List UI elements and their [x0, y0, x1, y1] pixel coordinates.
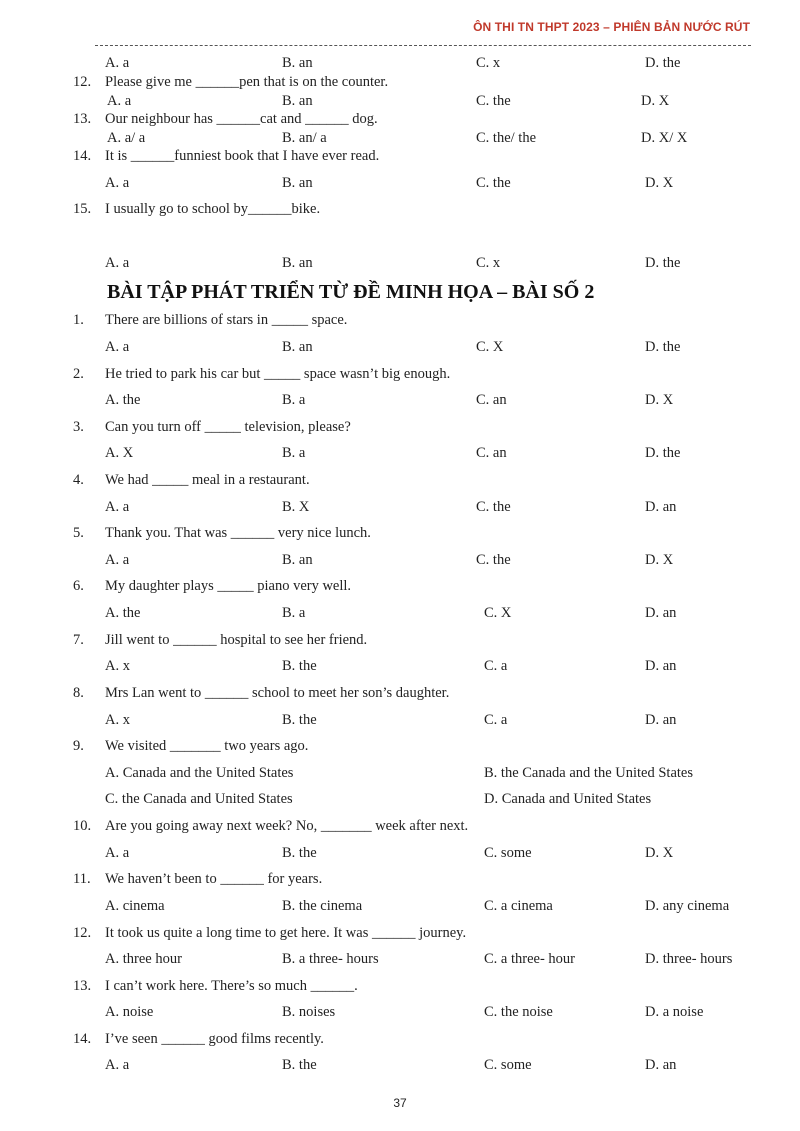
- option-a: A. a: [105, 55, 130, 71]
- option-c: C. some: [484, 1057, 532, 1073]
- option-a: A. a: [105, 1057, 130, 1073]
- question-number: 4.: [73, 472, 84, 488]
- option-b: B. the: [282, 1057, 317, 1073]
- option-b: B. an: [282, 55, 313, 71]
- option-d: D. the: [645, 255, 681, 271]
- question-number: 12.: [73, 74, 92, 90]
- option-a: A. the: [105, 392, 141, 408]
- option-d: D. X: [645, 392, 674, 408]
- option-a: A. x: [105, 712, 130, 728]
- question-text: I usually go to school by______bike.: [105, 201, 321, 217]
- option-c: C. the: [476, 93, 511, 109]
- option-b: B. noises: [282, 1004, 336, 1020]
- option-c: C. an: [476, 445, 507, 461]
- question-text: Can you turn off _____ television, please?: [105, 419, 351, 435]
- question-number: 5.: [73, 525, 84, 541]
- option-c: C. x: [476, 55, 501, 71]
- option-d: D. an: [645, 605, 677, 621]
- question-number: 14.: [73, 148, 92, 164]
- question-text: Mrs Lan went to ______ school to meet her son’s daughter.: [105, 685, 450, 701]
- question-text: We haven’t been to ______ for years.: [105, 871, 323, 887]
- option-c: C. the: [476, 499, 511, 515]
- question-number: 14.: [73, 1031, 92, 1047]
- option-a: A. a: [105, 845, 130, 861]
- option-a: A. cinema: [105, 898, 165, 914]
- option-d: D. X: [645, 552, 674, 568]
- question-text: It took us quite a long time to get here. It was ______ journey.: [105, 925, 467, 941]
- option-a: A. Canada and the United States: [105, 765, 294, 781]
- question-number: 8.: [73, 685, 84, 701]
- option-d: D. an: [645, 1057, 677, 1073]
- option-b: B. the: [282, 658, 317, 674]
- option-d: D. an: [645, 712, 677, 728]
- option-a: A. a: [107, 93, 132, 109]
- option-c: C. X: [476, 339, 504, 355]
- option-c: C. the: [476, 552, 511, 568]
- option-c: C. a three- hour: [484, 951, 575, 967]
- option-a: A. the: [105, 605, 141, 621]
- question-number: 6.: [73, 578, 84, 594]
- option-c: C. the: [476, 175, 511, 191]
- option-d: D. X: [645, 845, 674, 861]
- question-text: There are billions of stars in _____ space.: [105, 312, 348, 328]
- question-text: Thank you. That was ______ very nice lunch.: [105, 525, 371, 541]
- option-a: A. a: [105, 175, 130, 191]
- option-d: D. Canada and United States: [484, 791, 652, 807]
- option-b: B. the: [282, 845, 317, 861]
- option-d: D. three- hours: [645, 951, 733, 967]
- option-b: B. a: [282, 605, 306, 621]
- option-c: C. a: [484, 658, 508, 674]
- option-b: B. the: [282, 712, 317, 728]
- question-number: 12.: [73, 925, 92, 941]
- option-c: C. some: [484, 845, 532, 861]
- option-d: D. an: [645, 499, 677, 515]
- question-text: I can’t work here. There’s so much ______.: [105, 978, 358, 994]
- option-a: A. X: [105, 445, 134, 461]
- option-b: B. the Canada and the United States: [484, 765, 693, 781]
- option-d: D. a noise: [645, 1004, 704, 1020]
- option-a: A. x: [105, 658, 130, 674]
- option-a: A. noise: [105, 1004, 154, 1020]
- question-number: 9.: [73, 738, 84, 754]
- option-b: B. X: [282, 499, 310, 515]
- question-text: It is ______funniest book that I have ever read.: [105, 148, 380, 164]
- option-d: D. X/ X: [641, 130, 688, 146]
- page-number: 37: [393, 1096, 407, 1110]
- question-text: Please give me ______pen that is on the counter.: [105, 74, 389, 90]
- question-number: 13.: [73, 111, 92, 127]
- option-a: A. a: [105, 339, 130, 355]
- option-c: C. a: [484, 712, 508, 728]
- question-number: 7.: [73, 632, 84, 648]
- option-b: B. a: [282, 445, 306, 461]
- option-b: B. a three- hours: [282, 951, 379, 967]
- option-a: A. a: [105, 255, 130, 271]
- question-number: 2.: [73, 366, 84, 382]
- question-text: My daughter plays _____ piano very well.: [105, 578, 352, 594]
- option-c: C. a cinema: [484, 898, 553, 914]
- question-number: 3.: [73, 419, 84, 435]
- option-d: D. any cinema: [645, 898, 730, 914]
- option-b: B. an: [282, 552, 313, 568]
- option-a: A. three hour: [105, 951, 182, 967]
- option-c: C. X: [484, 605, 512, 621]
- option-c: C. an: [476, 392, 507, 408]
- option-d: D. the: [645, 445, 681, 461]
- option-a: A. a: [105, 499, 130, 515]
- option-b: B. an: [282, 93, 313, 109]
- option-c: C. the Canada and United States: [105, 791, 293, 807]
- question-number: 13.: [73, 978, 92, 994]
- option-b: B. the cinema: [282, 898, 363, 914]
- option-a: A. a/ a: [107, 130, 146, 146]
- question-text: Our neighbour has ______cat and ______ dog.: [105, 111, 378, 127]
- question-number: 1.: [73, 312, 84, 328]
- option-b: B. a: [282, 392, 306, 408]
- option-c: C. the noise: [484, 1004, 553, 1020]
- option-b: B. an: [282, 339, 313, 355]
- option-d: D. an: [645, 658, 677, 674]
- header-divider: [95, 45, 751, 46]
- question-text: I’ve seen ______ good films recently.: [105, 1031, 324, 1047]
- option-b: B. an/ a: [282, 130, 327, 146]
- question-text: We had _____ meal in a restaurant.: [105, 472, 310, 488]
- question-number: 15.: [73, 201, 92, 217]
- question-text: Jill went to ______ hospital to see her friend.: [105, 632, 368, 648]
- option-c: C. x: [476, 255, 501, 271]
- option-b: B. an: [282, 175, 313, 191]
- question-number: 11.: [73, 871, 91, 887]
- option-a: A. a: [105, 552, 130, 568]
- running-header: ÔN THI TN THPT 2023 – PHIÊN BẢN NƯỚC RÚT: [473, 20, 750, 34]
- option-d: D. X: [641, 93, 670, 109]
- question-text: We visited _______ two years ago.: [105, 738, 309, 754]
- option-d: D. X: [645, 175, 674, 191]
- option-d: D. the: [645, 339, 681, 355]
- option-d: D. the: [645, 55, 681, 71]
- question-text: Are you going away next week? No, _______ week after next.: [105, 818, 469, 834]
- question-text: He tried to park his car but _____ space wasn’t big enough.: [105, 366, 451, 382]
- option-c: C. the/ the: [476, 130, 537, 146]
- section-title: BÀI TẬP PHÁT TRIỂN TỪ ĐỀ MINH HỌA – BÀI SỐ 2: [107, 281, 595, 303]
- option-b: B. an: [282, 255, 313, 271]
- question-number: 10.: [73, 818, 92, 834]
